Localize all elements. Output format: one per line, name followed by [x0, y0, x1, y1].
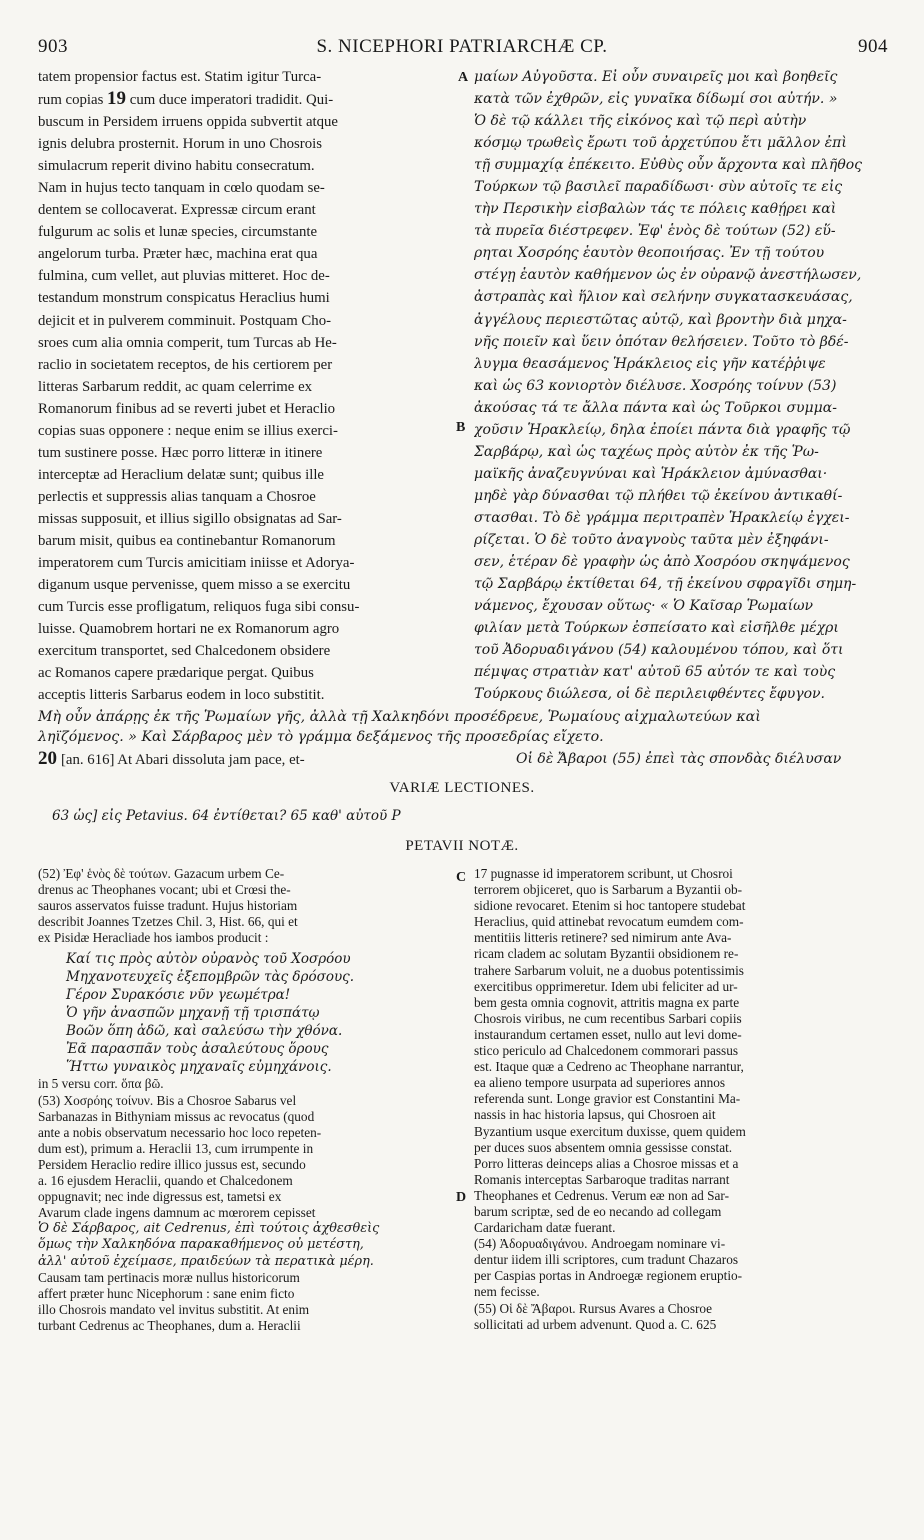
note-line: per Caspias portas in Androegæ regionem eruptio-: [474, 1268, 743, 1284]
latin-line: litteras Sarbarum reddit, ac quam celerrime ex: [38, 378, 313, 395]
greek-line: σεν, ἑτέραν δὲ γραφὴν ὡς ἀπὸ Χοσρόου σκηψάμενος: [474, 554, 850, 571]
greek-line: κατὰ τῶν ἐχθρῶν, εἰς γυναῖκα δίδωμί σοι αὐτήν. »: [474, 91, 838, 108]
note-line: Ὁ δὲ Σάρβαρος, ait Cedrenus, ἐπὶ τούτοις ἀχθεσθεὶς: [38, 1221, 380, 1237]
note-line: describit Joannes Tzetzes Chil. 3, Hist. 66, qui et: [38, 914, 298, 930]
latin-line: acceptis litteris Sarbarus eodem in loco substitit.: [38, 687, 325, 704]
note-line: mentitiis litteris retinere? sed nimirum ante Ava-: [474, 930, 732, 946]
latin-line: barum misit, quibus ea continebantur Romanorum: [38, 532, 336, 549]
variae-heading: VARIÆ LECTIONES.: [389, 780, 535, 796]
greek-line: τῇ συμμαχίᾳ ἐπέκειτο. Εὐθὺς οὖν ἄρχοντα καὶ πλῆθος: [474, 157, 863, 174]
note-line: trahere Sarbarum voluit, ne a duobus potentissimis: [474, 962, 744, 978]
notes-right-column: [474, 866, 888, 1333]
bottom-line-right: Οἱ δὲ Ἄβαροι (55) ἐπεὶ τὰς σπονδὰς διέλυσαν: [516, 751, 842, 767]
greek-line: καὶ ὡς 63 κονιορτὸν διέλυσε. Χοσρόης τοίνυν (53): [474, 377, 837, 394]
note-line: illo Chosrois mandato vel invitus substitit. At enim: [38, 1301, 310, 1317]
greek-line: στέγῃ ἑαυτὸν καθήμενον ὡς ἐν οὐρανῷ ἀνεστήλωσεν,: [474, 267, 862, 284]
note-line: Καί τις πρὸς αὐτὸν οὐρανὸς τοῦ Χοσρόου: [66, 951, 351, 968]
bottom-line-left-text: [an. 616] At Abari dissoluta jam pace, et-: [61, 752, 305, 768]
latin-line: perlectis et suppressis alias tanquam a Chosroe: [38, 488, 316, 505]
full-width-line-2: ληϊζόμενος. » Καὶ Σάρβαρος μὲν τὸ γράμμα δεξάμενος τῆς προσεδρίας εἴχετο.: [38, 729, 604, 745]
greek-line: τοῦ Ἀδορυαδιγάνου (54) καλουμένου τόπου, καὶ ὅτι: [474, 642, 844, 659]
greek-line: νῆς ποιεῖν καὶ ὕειν ὁπόταν θελήσειεν. Τοῦτο τὸ βδέ-: [474, 333, 849, 350]
note-line: barum scriptæ, sed de eo necando ad collegam: [474, 1203, 722, 1219]
note-line: ὅμως τὴν Χαλκηδόνα παρακαθήμενος οὐ μετέστη,: [38, 1237, 364, 1253]
note-line: Heraclius, quid attinebat revocatum eumdem com-: [474, 914, 744, 930]
latin-line: fulmina, cum vellet, aut pluvias mitteret. Hoc de-: [38, 268, 330, 285]
latin-line: diganum usque pervenisse, quem misso a se exercitu: [38, 577, 351, 594]
note-line: Persidem Heraclio redire illico jussus est, secundo: [38, 1156, 306, 1172]
latin-line: tum sustinere posse. Hæc porro litteræ in itinere: [38, 444, 323, 461]
margin-letter-a: A: [458, 70, 469, 85]
note-line: sollicitati ad urbem advenunt. Quod a. C. 625: [474, 1316, 717, 1332]
latin-line: fulgurum ac solis et lunæ species, circumstante: [38, 224, 318, 241]
latin-line: cum Turcis esse profligatum, reliquos fuga sibi consu-: [38, 599, 360, 616]
note-line: 17 pugnasse id imperatorem scribunt, ut Chosroi: [474, 866, 733, 881]
note-line: a. 16 ejusdem Heraclii, quando et Chalcedonem: [38, 1173, 293, 1189]
note-line: est. Itaque quæ a Cedreno ac Theophane narrantur,: [474, 1059, 744, 1075]
notes-left-column: [38, 866, 450, 1334]
note-line: instaurandum certamen esset, nullo aut levi dome-: [474, 1026, 742, 1042]
greek-line: τὴν Περσικὴν εἰσβαλὼν τάς τε πόλεις καθῄρει καὶ: [474, 201, 837, 218]
note-line: dum est), primum a. Heraclii 13, cum irrumpente in: [38, 1140, 314, 1156]
note-line: oppugnavit; nec inde digressus est, tametsi ex: [38, 1189, 282, 1205]
note-line: Theophanes et Cedrenus. Verum eæ non ad Sar-: [474, 1187, 730, 1203]
note-line: bem gesta omnia cognovit, attritis magna ex parte: [474, 994, 740, 1010]
greek-line: ἀγγέλους περιεστῶτας αὐτῷ, καὶ βροντὴν διὰ μηχα-: [474, 311, 847, 328]
greek-line: φιλίαν μετὰ Τούρκων ἐσπείσατο καὶ εἰσῆλθε μέχρι: [474, 620, 839, 637]
note-line: ante a nobis observatum necessario hoc loco repeten-: [38, 1124, 322, 1140]
margin-letter-c: C: [456, 870, 467, 885]
latin-line: Romanorum finibus ad se reverti jubet et Heraclio: [38, 400, 336, 417]
note-line: ex Pisidæ Heracliade hos iambos producit :: [38, 930, 269, 946]
latin-line: exercitum transportet, sed Chalcedonem obsidere: [38, 643, 331, 660]
note-line: exercitibus opprimeretur. Idem ubi feliciter ad ur-: [474, 978, 738, 994]
petavii-heading: PETAVII NOTÆ.: [405, 838, 519, 854]
greek-line: Ὁ δὲ τῷ κάλλει τῆς εἰκόνος καὶ τῷ περὶ αὐτὴν: [474, 113, 807, 130]
note-line: Γέρον Συρακόσιε νῦν γεωμέτρα!: [66, 987, 291, 1004]
greek-text-column: [474, 66, 888, 705]
latin-line: raclio in societatem receptos, de his certiorem per: [38, 356, 333, 373]
note-line: sauros asservatos fuisse tradunt. Hujus historiam: [38, 898, 298, 914]
latin-line: luisse. Quamobrem hortari ne ex Romanorum agro: [38, 621, 340, 638]
greek-line: στασθαι. Τὸ δὲ γράμμα περιτραπὲν Ἡρακλείῳ ἐγχει-: [474, 509, 850, 526]
full-width-line-1: Μὴ οὖν ἀπάρῃς ἐκ τῆς Ῥωμαίων γῆς, ἀλλὰ τῇ Χαλκηδόνι προσέδρευε, Ῥωμαίους αἰχμαλωτεύων καὶ: [38, 709, 761, 725]
note-line: (55) Οἱ δὲ Ἄβαροι. Rursus Avares a Chosroe: [474, 1300, 712, 1316]
greek-line: τὰ πυρεῖα διέστρεφεν. Ἐφ' ἑνὸς δὲ τούτων (52) εὕ-: [474, 223, 836, 240]
greek-line: Τούρκους διώλεσα, οἱ δὲ περιλειφθέντες ἔφυγον.: [474, 686, 826, 703]
note-line: Cardaricham datæ fuerant.: [474, 1220, 616, 1236]
note-line: Ἥττω γυναικὸς μηχαναῖς εὐμηχάνοις.: [66, 1059, 332, 1076]
latin-line: buscum in Persidem irruens oppida subvertit atque: [38, 114, 338, 131]
latin-line: angelorum turba. Præter hæc, machina erat qua: [38, 246, 318, 263]
note-line: Ἐᾶ παρασπᾶν τοὺς ἀσαλεύτους ὅρους: [66, 1041, 329, 1058]
note-line: referenda sunt. Longe gravior est Constantini Ma-: [474, 1091, 741, 1107]
page-number-right: 904: [858, 36, 888, 57]
latin-line: sroes cum alia omnia comperit, tum Turcas ab He-: [38, 334, 337, 351]
latin-line: interceptæ ad Heraclium delatæ sunt; quibus ille: [38, 466, 325, 483]
note-line: ἀλλ' αὐτοῦ ἐχείμασε, πραιδεύων τὰ περατικὰ μέρη.: [38, 1253, 374, 1269]
note-line: ea alieno tempore usurpata ad superiores annos: [474, 1075, 726, 1091]
section-mark-19: 19: [107, 88, 127, 110]
greek-line: μηδὲ γὰρ δύνασθαι τῷ πλήθει τῷ ἐκείνου ἀντικαθί-: [474, 487, 843, 504]
note-line: Causam tam pertinacis moræ nullus historicorum: [38, 1269, 300, 1285]
note-line: Ὁ γῆν ἀνασπῶν μηχανῇ τῇ τρισπάτῳ: [66, 1005, 320, 1022]
greek-line: πέμψας στρατιὰν κατ' αὐτοῦ 65 αὐτόν τε καὶ τοὺς: [474, 664, 836, 681]
greek-line: ἀστραπὰς καὶ ἥλιον καὶ σελήνην συγκατασκευάσας,: [474, 289, 853, 306]
greek-line: μαϊκῆς ἀναζευγνύναι καὶ Ἡράκλειον ἀμύνασθαι·: [474, 465, 828, 482]
latin-line: tatem propensior factus est. Statim igitur Turca-: [38, 69, 322, 85]
latin-line: ac Romanos capere prædarique pergat. Quibus: [38, 665, 314, 682]
note-line: turbant Cedrenus ac Theophanes, dum a. Heraclii: [38, 1317, 301, 1333]
note-line: terrorem objiceret, quo is Sarbarum a Byzantii ob-: [474, 882, 743, 898]
bottom-line-left: [38, 748, 305, 771]
variae-line: 63 ὡς] εἰς Petavius. 64 ἐντίθεται? 65 καθ' αὐτοῦ P: [52, 808, 401, 824]
latin-line: missas supposuit, et illius sigillo obsignatas ad Sar-: [38, 510, 342, 527]
margin-letter-b: B: [456, 420, 466, 435]
note-line: Βοῶν ὅπη ἀδῶ, καὶ σαλεύσω τὴν χθόνα.: [66, 1023, 343, 1040]
greek-line: κόσμῳ τρωθεὶς ἔρωτι τοῦ ἀρχετύπου ἔτι μᾶλλον ἐπὶ: [474, 135, 847, 152]
note-line: Byzantium usque exercitum duxisse, quem quidem: [474, 1123, 746, 1139]
note-line: Sarbanazas in Bithyniam missus ac revocatus (quod: [38, 1108, 315, 1124]
note-line: (52) Ἐφ' ἑνὸς δὲ τούτων. Gazacum urbem Ce-: [38, 866, 285, 881]
latin-line: dejicit et in pulverem comminuit. Postquam Cho-: [38, 312, 332, 329]
note-line: affert præter hunc Nicephorum : sane enim ficto: [38, 1285, 295, 1301]
latin-line: Nam in hujus tecto tanquam in cœlo quodam se-: [38, 180, 325, 197]
note-line: (53) Χοσρόης τοίνυν. Bis a Chosroe Sabarus vel: [38, 1092, 297, 1108]
running-title: S. NICEPHORI PATRIARCHÆ CP.: [316, 36, 608, 57]
margin-letter-d: D: [456, 1190, 467, 1205]
greek-line: Τούρκων τῷ βασιλεῖ παραδίδωσι· σὺν αὐτοῖς τε εἰς: [474, 179, 843, 196]
section-mark-20: 20: [38, 748, 57, 769]
page-number-left: 903: [38, 36, 68, 57]
latin-line: simulacrum reperit divino habitu consecratum.: [38, 158, 315, 175]
note-line: nassis in hac historia lapsus, qui Chosroen ait: [474, 1107, 716, 1123]
greek-line: Σαρβάρῳ, καὶ ὡς ταχέως πρὸς αὐτὸν ἐκ τῆς Ῥω-: [474, 443, 819, 460]
greek-line: χοῦσιν Ἡρακλείῳ, δηλα ἐποίει πάντα διὰ γραφῆς τῷ: [474, 421, 851, 438]
greek-line: νάμενος, ἔχουσαν οὕτως· « Ὁ Καῖσαρ Ῥωμαίων: [474, 598, 814, 615]
note-line: Romanis interceptas Sarbaroque traditas narrant: [474, 1171, 730, 1187]
note-line: per duces suos absentem omnia gessisse constat.: [474, 1139, 733, 1155]
latin-line: imperatorem cum Turcis amicitiam iniisse et Adorya-: [38, 555, 355, 572]
greek-line: ρηται Χοσρόης ἑαυτὸν θεοποιήσας. Ἐν τῇ τούτου: [474, 245, 825, 262]
latin-text-column: [38, 66, 452, 706]
note-line: Chosrois viribus, ne cum recentibus Sarbari copiis: [474, 1010, 742, 1026]
greek-line: λυγμα θεασάμενος Ἡράκλειος εἰς γῆν κατέῤῥιψε: [474, 355, 826, 372]
latin-line: ignis delubra prosternit. Horum in uno Chosrois: [38, 136, 322, 153]
note-line: sidione revocaret. Etenim si hoc tantopere studebat: [474, 898, 746, 914]
note-line: (54) Ἀδορυαδιγάνου. Androegam nominare vi-: [474, 1236, 726, 1252]
note-line: stico periculo ad Chalcedonem commorari passus: [474, 1043, 739, 1059]
latin-line: testandum monstrum conspicatus Heraclius humi: [38, 290, 330, 307]
note-line: in 5 versu corr. ὅπα βῶ.: [38, 1076, 164, 1092]
latin-line: rum copias 19 cum duce imperatori tradidit. Qui-: [38, 88, 334, 110]
greek-line: τῷ Σαρβάρῳ ἐκτίθεται 64, τῇ ἐκείνου σφραγῖδι σημη-: [474, 576, 857, 593]
greek-line: μαίων Αὐγοῦστα. Εἰ οὖν συναιρεῖς μοι καὶ βοηθεῖς: [474, 69, 838, 85]
greek-line: ρίζεται. Ὁ δὲ τοῦτο ἀναγνοὺς ταῦτα μὲν ἐξηφάνι-: [474, 531, 829, 548]
note-line: ricam cladem ac solutam Byzantii obsidionem re-: [474, 946, 739, 962]
latin-line: dentem se collocaverat. Expressæ circum erant: [38, 202, 316, 219]
note-line: Porro litteras deinceps alias a Chosroe missas et a: [474, 1155, 739, 1171]
note-line: Μηχανοτευχεῖς ἐξεπομβρῶν τὰς δρόσους.: [66, 969, 355, 986]
note-line: nem fecisse.: [474, 1284, 540, 1300]
greek-line: ἀκούσας τά τε ἄλλα πάντα καὶ ὡς Τοῦρκοι συμμα-: [474, 399, 837, 416]
latin-line: copias suas opponere : neque enim se illius exerci-: [38, 422, 338, 439]
note-line: Avarum clade ingens damnum ac mœrorem cepisset: [38, 1205, 316, 1221]
note-line: dentur iidem illi scriptores, cum tradunt Chazaros: [474, 1252, 739, 1268]
note-line: drenus ac Theophanes vocant; ubi et Crœsi the-: [38, 882, 291, 898]
